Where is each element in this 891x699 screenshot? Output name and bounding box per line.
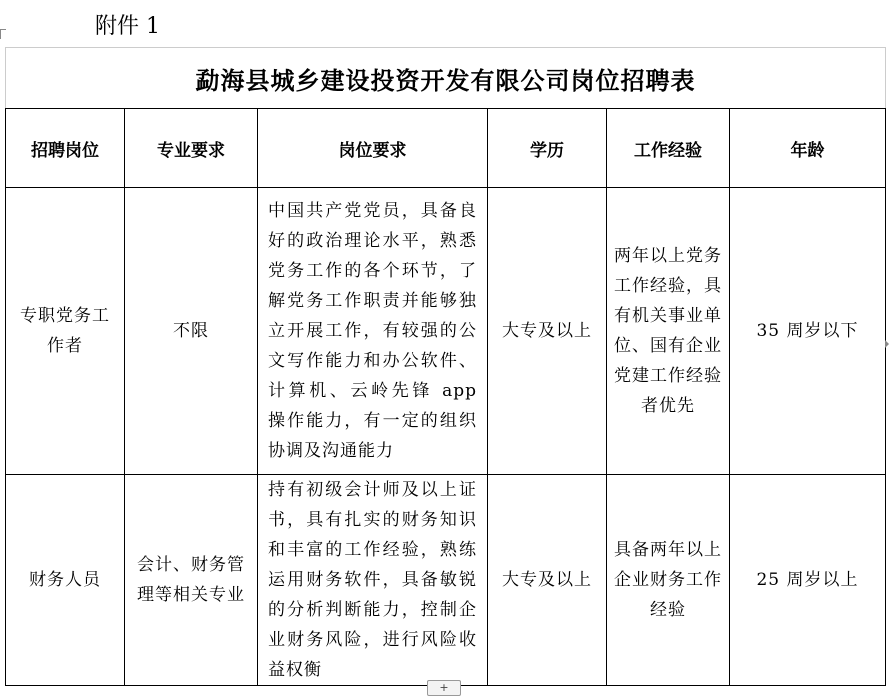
cell-requirements: 中国共产党党员，具备良好的政治理论水平，熟悉党务工作的各个环节，了解党务工作职责并能够独立开展工作，有较强的公文写作能力和办公软件、计算机、云岭先锋 app 操作能力，有一定的组织协调及沟通能力: [258, 188, 488, 475]
cell-major: 不限: [125, 188, 258, 475]
header-experience: 工作经验: [607, 109, 730, 188]
table-title: 勐海县城乡建设投资开发有限公司岗位招聘表: [6, 48, 886, 109]
header-age: 年龄: [730, 109, 886, 188]
corner-mark: [0, 29, 6, 39]
cell-experience: 具备两年以上企业财务工作经验: [607, 475, 730, 686]
cell-age: 25 周岁以上: [730, 475, 886, 686]
cell-age: 35 周岁以下: [730, 188, 886, 475]
cell-position: 财务人员: [6, 475, 125, 686]
add-row-handle[interactable]: +: [427, 680, 461, 696]
cell-experience: 两年以上党务工作经验，具有机关事业单位、国有企业党建工作经验者优先: [607, 188, 730, 475]
header-position: 招聘岗位: [6, 109, 125, 188]
cell-education: 大专及以上: [488, 188, 607, 475]
cell-major: 会计、财务管理等相关专业: [125, 475, 258, 686]
resize-arrow-icon[interactable]: [885, 340, 889, 348]
header-major: 专业要求: [125, 109, 258, 188]
cell-position: 专职党务工作者: [6, 188, 125, 475]
cell-education: 大专及以上: [488, 475, 607, 686]
recruitment-table-container: [5, 47, 885, 680]
recruitment-table: [5, 47, 886, 686]
header-requirements: 岗位要求: [258, 109, 488, 188]
table-row: [6, 188, 886, 475]
header-row: [6, 109, 886, 188]
attachment-label: 附件 1: [95, 14, 160, 39]
table-row: [6, 475, 886, 686]
header-education: 学历: [488, 109, 607, 188]
cell-requirements: 持有初级会计师及以上证书，具有扎实的财务知识和丰富的工作经验，熟练运用财务软件，具备敏锐的分析判断能力，控制企业财务风险，进行风险收益权衡: [258, 475, 488, 686]
